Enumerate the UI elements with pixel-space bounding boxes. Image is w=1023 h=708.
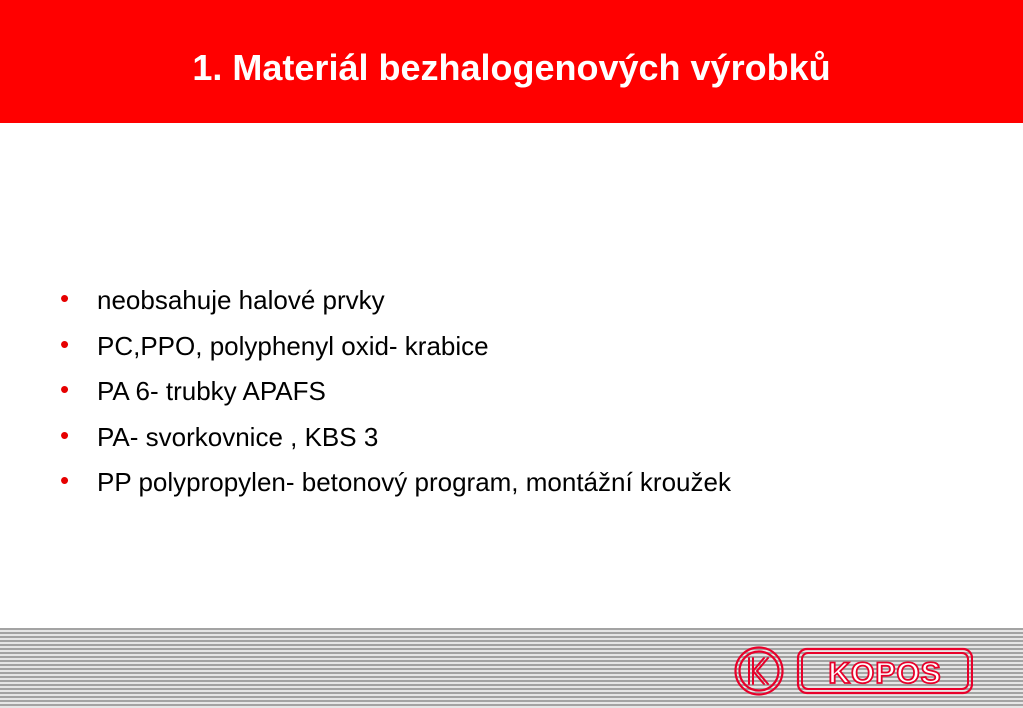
bullet-icon: • [60,374,70,404]
bullet-text: PC,PPO, polyphenyl oxid- krabice [97,330,489,361]
title-bar [0,0,1023,123]
list-item [60,280,731,326]
bullet-text: PA 6- trubky APAFS [97,376,326,406]
bullet-text: PA- svorkovnice , KBS 3 [97,421,379,452]
bullet-text: neobsahuje halové prvky [97,285,385,315]
bullet-icon: • [60,465,70,495]
list-item [60,417,731,463]
bullet-icon: • [60,283,70,313]
list-item [60,462,731,508]
bullet-icon: • [60,328,70,359]
page-title: 1. Materiál bezhalogenových výrobků [192,47,831,88]
logo-text: KOPOS [828,657,942,690]
bullet-list [60,280,731,508]
bullet-icon: • [60,419,70,450]
bullet-text: PP polypropylen- betonový program, montážní kroužek [97,467,731,497]
kopos-logo [733,645,973,697]
list-item [60,371,731,417]
list-item [60,326,731,372]
kopos-k-logo-icon [736,648,783,695]
